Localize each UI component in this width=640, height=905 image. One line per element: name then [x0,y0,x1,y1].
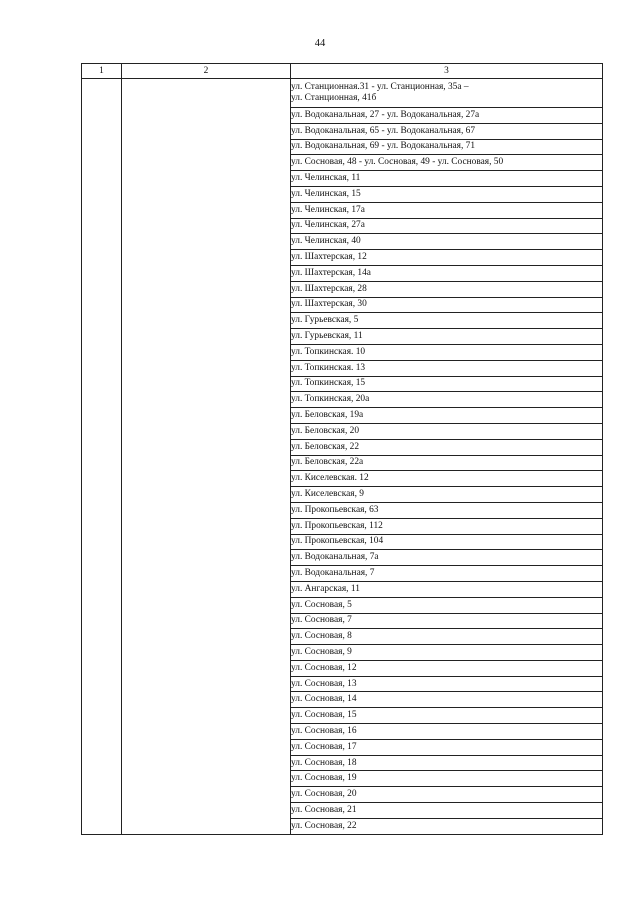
address-cell: ул. Киселевская, 9 [291,487,603,503]
address-cell: ул. Сосновая, 22 [291,818,603,834]
address-cell: ул. Сосновая, 21 [291,803,603,819]
address-cell: ул. Водоканальная, 7 [291,566,603,582]
address-cell: ул. Сосновая, 7 [291,613,603,629]
address-cell: ул. Шахтерская, 28 [291,281,603,297]
column-header-1: 1 [82,64,122,79]
address-cell: ул. Сосновая, 8 [291,629,603,645]
address-cell: ул. Гурьевская, 11 [291,329,603,345]
address-cell: ул. Сосновая, 12 [291,660,603,676]
table-header-row [82,64,603,79]
address-cell: ул. Беловская, 19а [291,408,603,424]
address-cell: ул. Сосновая, 9 [291,645,603,661]
address-cell: ул. Беловская, 20 [291,423,603,439]
address-cell: ул. Челинская, 27а [291,218,603,234]
address-cell: ул. Сосновая, 13 [291,676,603,692]
address-cell: ул. Сосновая, 14 [291,692,603,708]
address-cell: ул. Прокопьевская, 104 [291,534,603,550]
address-cell: ул. Прокопьевская, 112 [291,518,603,534]
address-cell: ул. Сосновая, 15 [291,708,603,724]
address-cell: ул. Топкинская, 20а [291,392,603,408]
column-header-2: 2 [122,64,291,79]
address-cell: ул. Челинская, 15 [291,186,603,202]
address-cell: ул. Прокопьевская, 63 [291,502,603,518]
address-table [81,63,603,835]
address-cell: ул. Сосновая, 19 [291,771,603,787]
address-cell: ул. Сосновая, 20 [291,787,603,803]
address-cell [291,79,603,108]
address-cell: ул. Сосновая, 17 [291,739,603,755]
address-cell: ул. Водоканальная, 7а [291,550,603,566]
table-row [82,79,603,108]
address-cell: ул. Водоканальная, 27 - ул. Водоканальная, 27а [291,108,603,124]
address-cell: ул. Ангарская, 11 [291,581,603,597]
address-cell: ул. Челинская, 17а [291,202,603,218]
column-header-3: 3 [291,64,603,79]
address-cell: ул. Топкинская. 10 [291,344,603,360]
address-cell: ул. Челинская, 11 [291,171,603,187]
address-cell: ул. Топкинская. 13 [291,360,603,376]
address-cell: ул. Челинская, 40 [291,234,603,250]
address-cell: ул. Сосновая, 48 - ул. Сосновая, 49 - ул. Сосновая, 50 [291,155,603,171]
address-line: ул. Станционная.31 - ул. Станционная, 35а – [291,82,469,92]
address-cell: ул. Гурьевская, 5 [291,313,603,329]
address-cell: ул. Сосновая, 18 [291,755,603,771]
address-cell: ул. Киселевская. 12 [291,471,603,487]
address-cell: ул. Топкинская, 15 [291,376,603,392]
empty-cell-column-1 [82,79,122,835]
address-cell: ул. Водоканальная, 69 - ул. Водоканальная, 71 [291,139,603,155]
page-number: 44 [314,38,326,49]
address-cell: ул. Беловская, 22 [291,439,603,455]
address-cell: ул. Шахтерская, 12 [291,250,603,266]
address-cell: ул. Шахтерская, 30 [291,297,603,313]
address-cell: ул. Беловская, 22а [291,455,603,471]
address-cell: ул. Сосновая, 16 [291,724,603,740]
table-body [82,79,603,835]
address-cell: ул. Водоканальная, 65 - ул. Водоканальная, 67 [291,123,603,139]
address-line: ул. Станционная, 41б [291,93,377,103]
address-cell: ул. Сосновая, 5 [291,597,603,613]
empty-cell-column-2 [122,79,291,835]
address-cell: ул. Шахтерская, 14а [291,265,603,281]
